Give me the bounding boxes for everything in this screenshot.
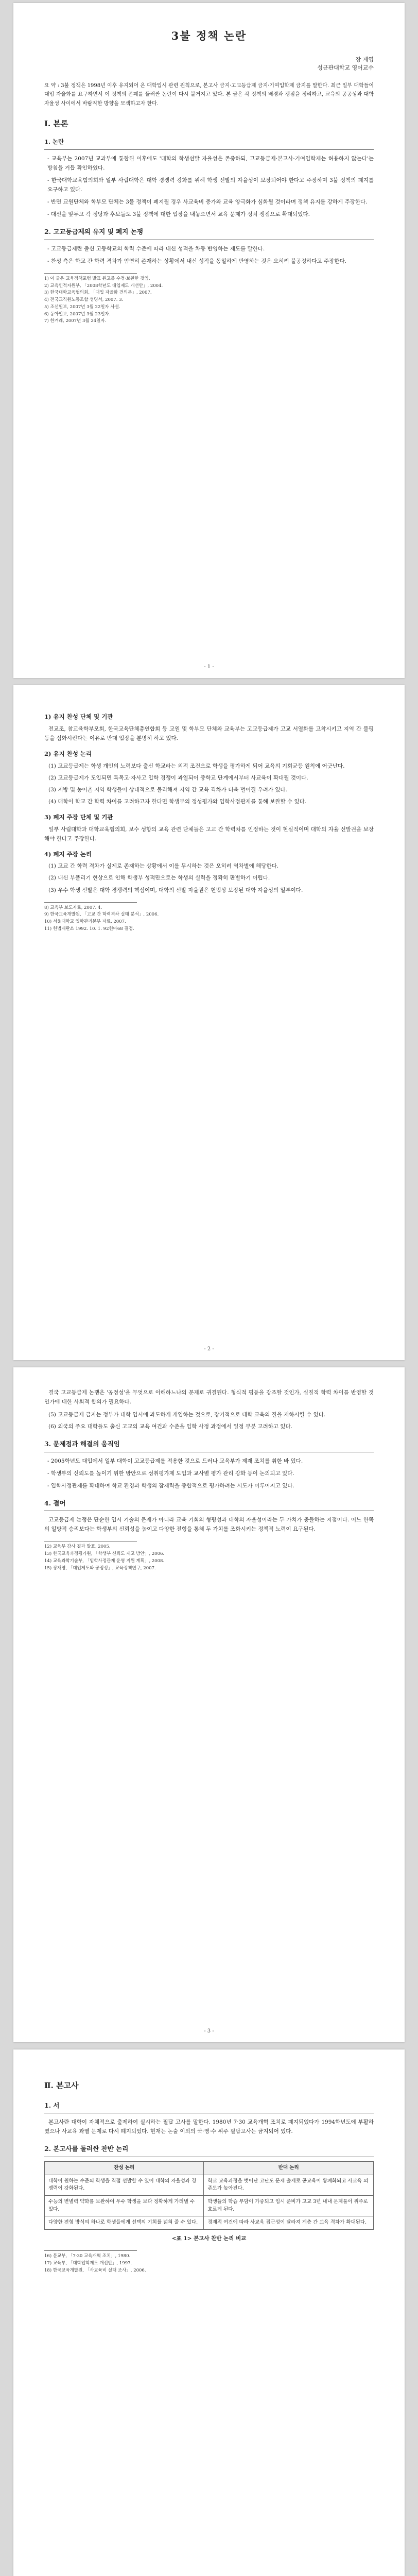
table-cell: 수능의 변별력 약화를 보완하여 우수 학생을 보다 정확하게 가려낼 수 있다. [45, 2196, 204, 2216]
table-cell: 대학이 원하는 수준의 학생을 직접 선발할 수 있어 대학의 자율성과 경쟁력이 강화된다. [45, 2175, 204, 2195]
author-block [44, 56, 374, 72]
footnotes [44, 276, 374, 325]
list-item: (3) 지방 및 농어촌 지역 학생들이 상대적으로 불리해져 지역 간 교육 격차가 더욱 벌어질 우려가 있다. [48, 786, 287, 793]
table-header: 반대 논리 [204, 2161, 374, 2175]
bullet-list [44, 154, 374, 219]
footnote: 11) 헌법재판소 1992. 10. 1. 92헌마68 결정. [44, 926, 134, 931]
paragraph: 본고사란 대학이 자체적으로 출제하여 실시하는 필답 고사를 말한다. 1980년 7·30 교육개혁 조치로 폐지되었다가 1994학년도에 부활하였으나 사교육 과열 문제로 다시 폐지되었다. 현재는 논술 이외의 국·영·수 위주 필답고사는 금지되어 있다. [44, 2119, 374, 2135]
author-name: 장 재영 [355, 56, 374, 63]
list-item: - 입학사정관제를 확대하여 학교 환경과 학생의 잠재력을 종합적으로 평가하려는 시도가 이루어지고 있다. [47, 1481, 374, 1490]
paragraph: 결국 고교등급제 논쟁은 '공정성'을 무엇으로 이해하느냐의 문제로 귀결된다. 형식적 평등을 강조할 것인가, 실질적 학력 차이를 반영할 것인가에 대한 사회적 합의가 필요하다. [44, 1389, 374, 1405]
list-item: - 교육부는 2007년 교과부에 통합된 이후에도 '대학의 학생선발 자율성은 존중하되, 고교등급제·본고사·기여입학제는 허용하지 않는다'는 방침을 거듭 확인하였다. [47, 154, 374, 173]
page-number: - 1 - [204, 664, 214, 670]
footnotes [44, 1544, 374, 1571]
document-title: 3불 정책 논란 [171, 29, 247, 42]
footnote: 14) 교육과학기술부, 「입학사정관제 운영 지원 계획」, 2008. [44, 1558, 165, 1564]
table-cell: 학교 교육과정을 벗어난 고난도 문제 출제로 공교육이 황폐화되고 사교육 의존도가 높아진다. [204, 2175, 374, 2195]
table-caption: <표 1> 본고사 찬반 논리 비교 [171, 2235, 247, 2242]
list-item: (2) 고교등급제가 도입되면 특목고·자사고 입학 경쟁이 과열되어 중학교 단계에서부터 사교육이 확대될 것이다. [48, 774, 308, 781]
footnote: 8) 교육부 보도자료, 2007. 4. [44, 905, 102, 910]
list-item: (1) 고교등급제는 학생 개인의 노력보다 출신 학교라는 외적 조건으로 학생을 평가하게 되어 교육의 기회균등 원칙에 어긋난다. [48, 762, 345, 769]
footnote: 12) 교육부 감사 결과 발표, 2005. [44, 1544, 111, 1550]
table-cell: 다양한 전형 방식의 하나로 학생들에게 선택의 기회를 넓혀 줄 수 있다. [45, 2216, 204, 2230]
comparison-table [44, 2161, 374, 2230]
heading-rule [44, 149, 374, 150]
list-item: (4) 대학이 학교 간 학력 차이를 고려하고자 한다면 학생부의 정성평가와 입학사정관제를 통해 보완할 수 있다. [48, 798, 307, 805]
document-page-1 [13, 3, 405, 678]
footnote: 1) 이 글은 교육정책포럼 발표 원고를 수정·보완한 것임. [44, 276, 150, 281]
list-item: - 대선을 앞두고 각 정당과 후보들도 3불 정책에 대한 입장을 내놓으면서 교육 문제가 정치 쟁점으로 확대되었다. [47, 210, 374, 219]
list-item: - 반면 교원단체와 학부모 단체는 3불 정책이 폐지될 경우 사교육비 증가와 교육 양극화가 심화될 것이라며 정책 유지를 강하게 주장한다. [47, 197, 374, 207]
footnote-separator [44, 2250, 137, 2251]
section-heading: Ⅱ. 본고사 [44, 2081, 79, 2090]
subsection-heading: 1. 서 [44, 2101, 60, 2109]
list-item: (5) 고교등급제 금지는 정부가 대학 입시에 과도하게 개입하는 것으로, 장기적으로 대학 교육의 질을 저하시킬 수 있다. [48, 1412, 326, 1418]
subsection-heading: 2) 유지 찬성 논리 [44, 750, 92, 757]
footnote-separator [44, 902, 137, 903]
page-number: - 2 - [204, 1346, 214, 1352]
list-item: (3) 우수 학생 선발은 대학 경쟁력의 핵심이며, 대학의 선발 자율권은 헌법상 보장된 대학 자율성의 일부이다. [48, 887, 303, 893]
footnote: 15) 장재영, 「대입제도와 공정성」, 교육정책연구, 2007. [44, 1565, 156, 1571]
list-item: - 한국대학교육협의회와 일부 사립대학은 대학 경쟁력 강화를 위해 학생 선발의 자율성이 보장되어야 한다고 주장하며 3불 정책의 폐지를 요구하고 있다. [47, 176, 374, 194]
list-item: (6) 외국의 주요 대학들도 출신 고교의 교육 여건과 수준을 입학 사정 과정에서 일정 부분 고려하고 있다. [48, 1423, 292, 1430]
paragraph: 일부 사립대학과 대학교육협의회, 보수 성향의 교육 관련 단체들은 고교 간 학력차를 인정하는 것이 현실적이며 대학의 자율 선발권을 보장해야 한다고 주장한다. [44, 826, 374, 842]
subsection-heading: 4) 폐지 주장 논리 [44, 850, 92, 858]
paragraph: 전교조, 참교육학부모회, 한국교육단체총연합회 등 교원 및 학부모 단체와 교육부는 고교등급제가 고교 서열화를 고착시키고 지역 간 불평등을 심화시킨다는 이유로 반대 입장을 분명히 하고 있다. [44, 725, 374, 741]
footnote: 18) 한국교육개발원, 「사교육비 실태 조사」, 2006. [44, 2267, 146, 2273]
table-header-row [45, 2161, 374, 2175]
subsection-heading: 1) 유지 찬성 단체 및 기관 [44, 713, 113, 720]
bullet-list [44, 1456, 374, 1490]
list-item: - 2005학년도 대입에서 일부 대학이 고교등급제를 적용한 것으로 드러나 교육부가 제재 조치를 취한 바 있다. [47, 1456, 374, 1466]
list-item: - 찬성 측은 학교 간 학력 격차가 엄연히 존재하는 상황에서 내신 성적을 동일하게 반영하는 것은 오히려 불공정하다고 주장한다. [47, 257, 374, 266]
footnote: 6) 동아일보, 2007년 3월 23일자. [44, 311, 111, 317]
list-item: - 학생부의 신뢰도를 높이기 위한 방안으로 성취평가제 도입과 교사별 평가 관리 강화 등이 논의되고 있다. [47, 1469, 374, 1478]
subsection-heading: 2. 본고사를 둘러싼 찬반 논리 [44, 2145, 129, 2153]
table-cell: 학생들의 학습 부담이 가중되고 입시 준비가 고교 3년 내내 문제풀이 위주로 흐르게 된다. [204, 2196, 374, 2216]
footnote: 17) 교육부, 「대학입학제도 개선안」, 1997. [44, 2261, 132, 2266]
abstract: 요 약 : 3불 정책은 1998년 이후 유지되어 온 대학입시 관련 원칙으로, 본고사 금지·고교등급제 금지·기여입학제 금지를 말한다. 최근 일부 대학들이 대입 자율화를 요구하면서 이 정책의 존폐를 둘러싼 논란이 다시 불거지고 있다. 본 글은 각 정책의 배경과 쟁점을 정리하고, 교육의 공공성과 대학 자율성 사이에서 바람직한 방향을 모색하고자 한다. [44, 82, 374, 107]
table-row [45, 2175, 374, 2195]
document-page-2 [13, 685, 405, 1360]
subsection-heading: 2. 고교등급제의 유지 및 폐지 논쟁 [44, 228, 143, 236]
footnotes [44, 905, 374, 933]
item-heading: 1. 논란 [44, 138, 64, 146]
table-cell: 경제적 여건에 따라 사교육 접근성이 달라져 계층 간 교육 격차가 확대된다. [204, 2216, 374, 2230]
footnote: 2) 교육인적자원부, 「2008학년도 대입제도 개선안」, 2004. [44, 283, 163, 289]
table-header: 찬성 논리 [45, 2161, 204, 2175]
footnote: 10) 서울대학교 입학관리본부 자료, 2007. [44, 919, 126, 925]
subsection-heading: 3) 폐지 주장 단체 및 기관 [44, 813, 113, 821]
subsection-heading: 3. 문제점과 해결의 움직임 [44, 1440, 120, 1448]
list-item: (1) 고교 간 학력 격차가 실제로 존재하는 상황에서 이를 무시하는 것은 오히려 역차별에 해당한다. [48, 863, 279, 870]
table-row [45, 2196, 374, 2216]
document-page-3 [13, 1367, 405, 2042]
footnote: 7) 한겨레, 2007년 3월 24일자. [44, 318, 107, 324]
footnote: 16) 문교부, 「7·30 교육개혁 조치」, 1980. [44, 2253, 131, 2259]
page-number: - 3 - [204, 2028, 214, 2034]
footnote: 4) 전국교직원노동조합 성명서, 2007. 3. [44, 297, 124, 303]
footnote-separator [44, 273, 137, 274]
numbered-list [44, 1410, 374, 1431]
footnote: 13) 한국교육과정평가원, 「학생부 신뢰도 제고 방안」, 2006. [44, 1551, 165, 1557]
list-item: (2) 내신 부풀리기 현상으로 인해 학생부 성적만으로는 학생의 실력을 정확히 판별하기 어렵다. [48, 875, 270, 882]
numbered-list [44, 761, 374, 806]
numbered-list [44, 861, 374, 894]
bullet-list [44, 244, 374, 266]
section-heading: Ⅰ. 본론 [44, 119, 68, 129]
footnotes [44, 2253, 374, 2274]
footnote: 5) 조선일보, 2007년 3월 22일자 사설. [44, 304, 120, 310]
subsection-heading: 4. 결어 [44, 1499, 66, 1507]
list-item: - 고교등급제란 출신 고등학교의 학력 수준에 따라 내신 성적을 차등 반영하는 제도를 말한다. [47, 244, 374, 253]
footnote: 3) 한국대학교육협의회, 「대입 자율화 건의문」, 2007. [44, 290, 152, 296]
table-row [45, 2216, 374, 2230]
paragraph: 고교등급제 논쟁은 단순한 입시 기술의 문제가 아니라 교육 기회의 형평성과 대학의 자율성이라는 두 가치가 충돌하는 지점이다. 어느 한쪽의 일방적 승리보다는 학생부의 신뢰성을 높이고 다양한 전형을 통해 두 가치를 조화시키는 정책적 노력이 요구된다. [44, 1517, 374, 1533]
footnote: 9) 한국교육개발원, 「고교 간 학력격차 실태 분석」, 2006. [44, 912, 159, 918]
author-affiliation: 성균관대학교 영어교수 [317, 64, 374, 72]
document-page-4 [13, 2049, 405, 2576]
